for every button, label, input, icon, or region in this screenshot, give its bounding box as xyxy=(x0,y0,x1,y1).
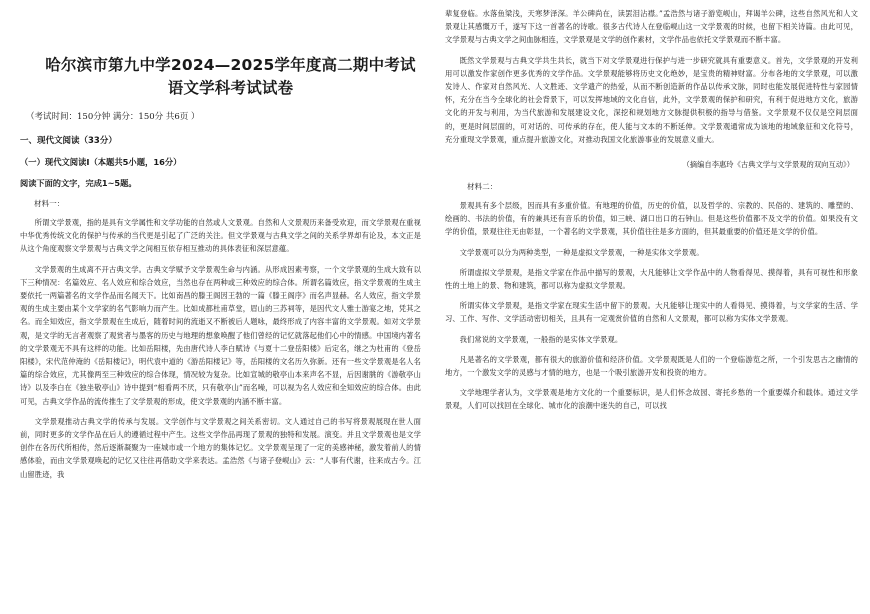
paragraph: 所谓文学景观，指的是具有文学属性和文学功能的自然或人文景观。自然和人文景观历来备受欢迎，而文学景观在重视中华优秀传统文化的保护与传承的当代更是引起了广泛的关注。但文学景观与古典文学之间的关系学界却有论及，本文正是从这个角度观察文学景观与古典文学之间相互依存相互推动的具体表征和深层意蕴。 xyxy=(20,218,421,254)
paragraph: 既然文学景观与古典文学共生共长，就当下对文学景观进行保护与进一步研究就具有重要意义。首先，文学景观的开发利用可以激发作家创作更多优秀的文学作品。文学景观能够将历史文化绝妙，是宝贵的精神财富。分布各地的文学景观，可以激发诗人、作家对自然风光、人文胜迹、文学遗产的热爱，从而不断创造新的作品以传承文脉，同时也能发展促进特性与家园情怀，充分在当今全球化的社会背景下，可以发挥地域的文化自信，此外，文学景观的保护和研究，有利于促进地方文化，旅游文化的开发与利用，为当代旅游和发展建设文化，深挖和规划地方文脉提供积极的指导与借鉴。文学景观不仅仅是空间层面的，更是时间层面的，可对话的、可传承的存在，使人能与文本的不断延伸。文学景观通常成为该地的地域象征和文化符号，充分重现文学景观，重点提升旅游文化，对推动我国文化旅游事业的发展意义重大。 xyxy=(445,55,858,144)
paragraph: 凡是著名的文学景观，都有很大的旅游价值和经济价值。文学景观既是人们的一个登临游览之所，一个引发思古之幽情的地方，一个激发文学的灵感与才情的地方，也是一个吸引旅游开发和投资的地方。 xyxy=(445,354,858,378)
paragraph: 景观具有多个层级，因而具有多重价值。有地理的价值，历史的价值，以及哲学的、宗教的、民俗的、建筑的、雕塑的、绘画的、书法的价值，有的兼具还有音乐的价值，如三峡、湖口出口的石钟山。但是这些价值都不及文学的价值。如果没有文学的价值，景观往往无由彰显，一个著名的文学景观，其价值往往是多方面的，但其最重要的价值还是文学的价值。 xyxy=(445,201,858,237)
paragraph: 所谓虚拟文学景观，是指文学家在作品中描写的景观，大凡能够让文学作品中的人物看得见、摸得着，具有可视性和形象性的土地上的景、物和建筑，都可以称为虚拟文学景观。 xyxy=(445,267,858,291)
paragraph: 文学景观可以分为两种类型，一种是虚拟文学景观，一种是实体文学景观。 xyxy=(459,247,704,257)
paragraph: 文学景观推动古典文学的传承与发展。文学创作与文学景观之间关系密切。文人通过自己的书写将景观展现在世人面前，同时更多的文学作品在后人的遵循过程中产生。这些文学作品再现了景观的独特和发展。演变。并且文学景观也是文学创作在各历代所相传，然后逐渐凝聚为一座城市或一个地方的集体记忆。文学景观呈现了一定的美感神秘，激发着前人的情感体验，而由文学景观唤起的记忆又往往再借助文学来表达。孟浩然《与诸子登岘山》云：“人事有代谢，往来成古今。江山留胜迹，我 xyxy=(20,416,421,479)
material-1-label: 材料一： xyxy=(34,199,65,208)
exam-title-line1: 哈尔滨市第九中学2024—2025学年度高二期中考试 xyxy=(45,56,416,74)
paragraph: 文学景观的生成离不开古典文学。古典文学赋予文学景观生命与内涵。从形成因素考察，一个文学景观的生成大致有以下三种情况：名篇效应、名人效应和综合效应，当然也存在两种或三种效应的综合体。所谓名篇效应，指文学景观的生成主要依托一两篇著名的文学作品而名闻天下。比如南昌的滕王阁因王勃的一篇《滕王阁序》而名声显赫。名人效应，指文学景观的生成主要由某个文学家的名气影响力而产生。比如成都杜甫草堂，眉山的三苏祠等，是因代文人雅士游宴之地，凭其之名。而全知效应，指文学景观在生成后，随着时间的流逝又不断被后人题咏，最终形成了内容丰富的文学景观。如对文学景观，是文学的无言者观察了观赏者与墨客的历史与地理的想象唤醒了他们曾经的记忆就落起他们心中的情感。中国境内著名的文学景观无不具有这样的功能。比如岳阳楼，先由唐代诗人李白赋诗《与夏十二登岳阳楼》后定名，继之为杜甫的《登岳阳楼》，宋代范仲淹的《岳阳楼记》，明代袁中道的《游岳阳楼记》等，岳阳楼的文名历久弥新。还有一些文学景观是名人名篇的综合效应，尤其像两至三种效应的综合体现，情况较为复杂。比如宣城的敬亭山本来声名不显，后因谢朓的《游敬亭山诗》以及李白在《独坐敬亭山》诗中提到“相看两不厌，只有敬亭山”而名噪，可以视为名人效应和全知效应的综合体。由此可见，古典文学作品的流传推生了文学景观的形成，使文学景观的内涵不断丰富。 xyxy=(20,264,421,406)
exam-title-line2: 语文学科考试试卷 xyxy=(167,79,294,97)
paragraph: 我们常说的文学景观，一般指的是实体文学景观。 xyxy=(459,334,623,344)
material-2-label: 材料二： xyxy=(467,182,498,192)
paragraph: 所谓实体文学景观，是指文学家在现实生活中留下的景观。大凡能够让现实中的人看得见、摸得着，与文学家的生活、学习、工作、写作、文学活动密切相关，且具有一定观赏价值的自然和人文景观，都可以称为实体文学景观。 xyxy=(445,301,858,324)
section-heading: 一、现代文阅读（33分） xyxy=(20,136,117,146)
exam-meta: （考试时间：150分钟 满分：150分 共6页 ） xyxy=(26,112,200,122)
subsection-heading: （一）现代文阅读Ⅰ（本题共5小题，16分） xyxy=(20,157,182,167)
paragraph: 辈复登临。水落鱼梁浅，天寒梦泽深。羊公碑尚在，读罢泪沾襟。”孟浩然与诸子游览岘山，拜谒羊公碑，这些自然风光和人文景观让其感慨万千，遂写下这一首著名的诗歌。很多古代诗人在登临岘山这一文学景观的时候，也留下相关诗篇。由此可见，文学景观与古典文学之间血脉相连，文学景观是文学的创作素材，文学作品也依托文学景观而不断丰富。 xyxy=(445,9,858,45)
paragraph: 文学地理学者认为，文学景观是地方文化的一个重要标识，是人们怀念故园、寄托乡愁的一个重要媒介和载体。通过文学景观，人们可以找回在全球化、城市化的浪潮中迷失的自己，可以找 xyxy=(445,388,858,411)
reading-instruction: 阅读下面的文字，完成1~5题。 xyxy=(20,178,137,188)
right-column xyxy=(435,0,870,614)
source-citation: （摘编自李惠玲《古典文学与文学景观的双向互动》） xyxy=(682,160,854,170)
